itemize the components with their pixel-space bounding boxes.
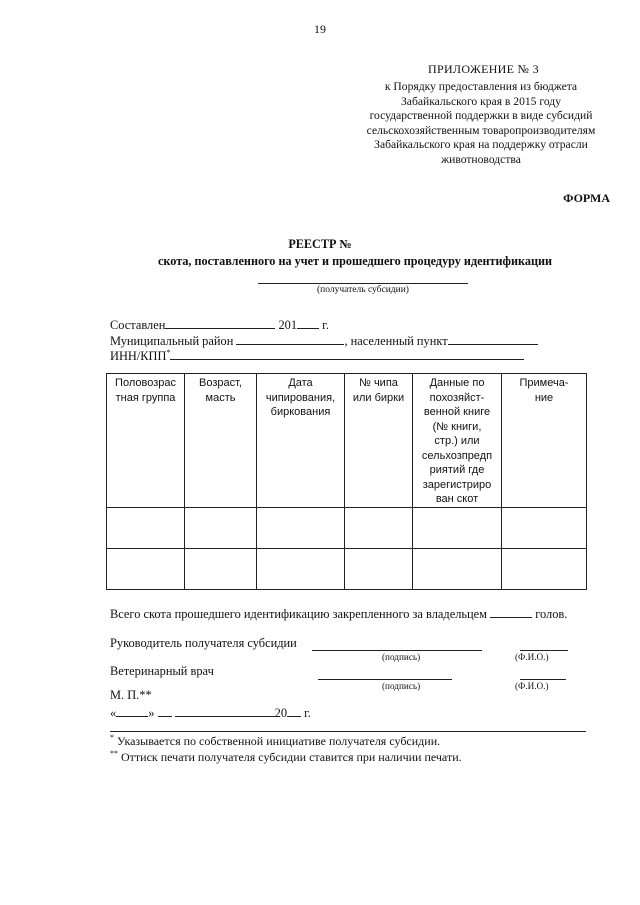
appendix-line: Забайкальского края на поддержку отрасли (374, 138, 588, 152)
table-cell[interactable] (345, 508, 413, 549)
signature-caption: (подпись) (382, 652, 421, 662)
table-cell[interactable] (502, 549, 587, 590)
total-suffix: голов. (535, 607, 568, 621)
year-blank[interactable] (297, 317, 319, 329)
header-cell (107, 374, 185, 508)
table-cell[interactable] (185, 508, 257, 549)
head-name-line[interactable] (520, 650, 568, 651)
head-label: Руководитель получателя субсидии (110, 636, 297, 650)
compiled-label: Составлен (110, 318, 166, 332)
inn-blank[interactable] (170, 348, 524, 360)
compiled-date-blank[interactable] (165, 317, 275, 329)
inn-label: ИНН/КПП (110, 349, 167, 364)
date-close-quote: » (148, 706, 155, 720)
compiled-row (110, 317, 329, 333)
footnote-text: Указывается по собственной инициативе получателя субсидии. (117, 734, 441, 748)
registry-title: РЕЕСТР № (288, 237, 352, 251)
footnote-divider (110, 731, 586, 732)
header-cell (257, 374, 345, 508)
header-cell (345, 374, 413, 508)
date-year-prefix: 20 (274, 706, 288, 720)
table-cell[interactable] (107, 549, 185, 590)
table-row (107, 549, 587, 590)
footnote-mark: * (110, 733, 114, 742)
table-cell[interactable] (413, 549, 502, 590)
date-year-suffix: г. (304, 706, 311, 720)
header-text: Примеча- ние (519, 377, 569, 404)
district-label: Муниципальный район (110, 334, 234, 348)
recipient-caption: (получатель субсидии) (317, 285, 409, 295)
table-cell[interactable] (185, 549, 257, 590)
registry-subtitle: скота, поставленного на учет и прошедшего процедуру идентификации (157, 254, 553, 268)
appendix-title: ПРИЛОЖЕНИЕ № 3 (428, 62, 539, 76)
settlement-label: , населенный пункт (344, 334, 448, 348)
total-label: Всего скота прошедшего идентификацию закрепленного за владельцем (110, 607, 488, 621)
table-cell[interactable] (345, 549, 413, 590)
inn-mark: * (166, 348, 171, 357)
district-blank[interactable] (236, 333, 344, 345)
footnote-mark: ** (110, 749, 118, 758)
vet-label: Ветеринарный врач (110, 664, 214, 678)
registry-table (106, 373, 587, 590)
date-year-blank[interactable] (287, 705, 301, 717)
footnote-2 (110, 749, 462, 765)
table-header-row (107, 374, 587, 508)
table-cell[interactable] (257, 508, 345, 549)
year-suffix: г. (322, 318, 329, 332)
recipient-line (258, 283, 468, 284)
header-text: № чипа или бирки (352, 377, 405, 404)
seal-label: М. П.** (110, 688, 152, 702)
date-month-blank[interactable] (175, 705, 275, 717)
table-row (107, 508, 587, 549)
header-cell (413, 374, 502, 508)
head-signature-line[interactable] (312, 650, 482, 651)
date-open-quote: « (110, 706, 117, 720)
header-text: Данные по похозяйст- венной книге (№ книги, стр.) или сельхозпредп риятий где зарегистриро ван скот (421, 377, 493, 505)
date-row (110, 705, 311, 721)
page-number: 19 (314, 22, 326, 36)
footnote-1 (110, 733, 440, 749)
header-cell (502, 374, 587, 508)
appendix-line: сельскохозяйственным товаропроизводителям (366, 123, 596, 137)
district-row (110, 333, 538, 349)
header-cell (185, 374, 257, 508)
date-sep-blank (158, 705, 172, 717)
header-text: Половозрас тная группа (115, 377, 176, 404)
vet-signature-line[interactable] (318, 679, 452, 680)
appendix-line: животноводства (441, 152, 521, 166)
appendix-text (350, 80, 612, 168)
header-text: Дата чипирования, биркования (265, 377, 336, 418)
header-text: Возраст, масть (199, 377, 242, 404)
year-prefix: 201 (278, 318, 298, 332)
table-cell[interactable] (257, 549, 345, 590)
date-day-blank[interactable] (116, 705, 148, 717)
name-caption: (Ф.И.О.) (515, 652, 549, 662)
name-caption: (Ф.И.О.) (515, 681, 549, 691)
vet-name-line[interactable] (520, 679, 566, 680)
total-row (110, 606, 567, 622)
table-cell[interactable] (502, 508, 587, 549)
appendix-line: Забайкальского края в 2015 году (400, 94, 562, 108)
table-cell[interactable] (107, 508, 185, 549)
settlement-blank[interactable] (448, 333, 538, 345)
appendix-line: государственной поддержки в виде субсидий (369, 109, 593, 123)
signature-caption: (подпись) (382, 681, 421, 691)
inn-row (110, 348, 524, 364)
footnote-text: Оттиск печати получателя субсидии ставится при наличии печати. (121, 750, 462, 764)
form-label: ФОРМА (563, 191, 610, 205)
table-cell[interactable] (413, 508, 502, 549)
appendix-line: к Порядку предоставления из бюджета (384, 80, 578, 93)
total-blank[interactable] (490, 606, 532, 618)
